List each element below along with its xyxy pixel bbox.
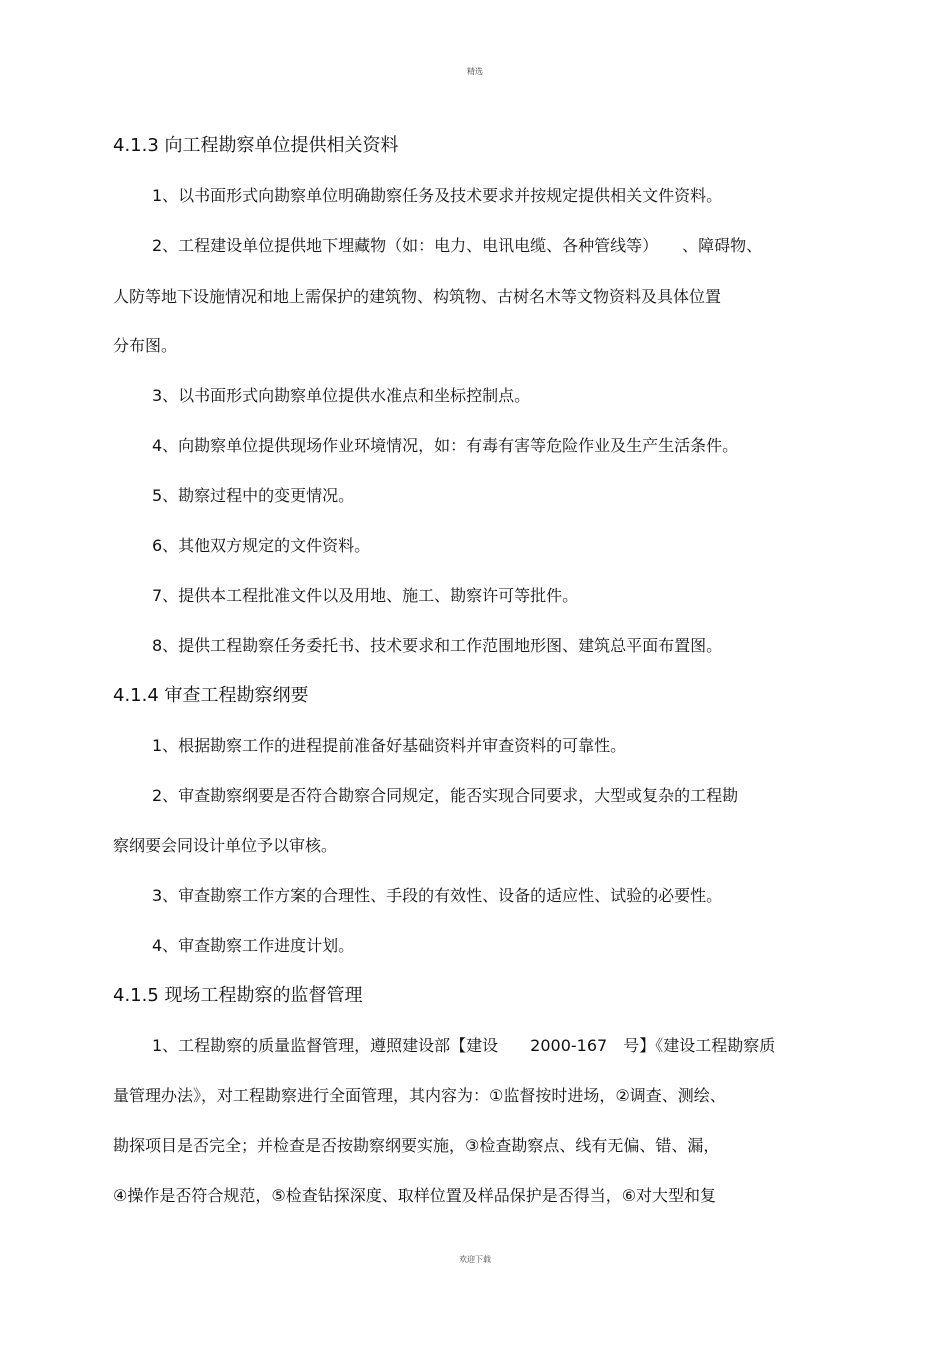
paragraph-line: 勘探项目是否完全；并检查是否按勘察纲要实施，③检查勘察点、线有无偏、错、漏， <box>113 1136 720 1155</box>
page-header-note: 精选 <box>467 67 483 76</box>
paragraph-line: ④操作是否符合规范，⑤检查钻探深度、取样位置及样品保护是否得当，⑥对大型和复 <box>113 1186 717 1205</box>
paragraph-line: 8、提供工程勘察任务委托书、技术要求和工作范围地形图、建筑总平面布置图。 <box>152 636 723 655</box>
paragraph-line: 2、审查勘察纲要是否符合勘察合同规定，能否实现合同要求，大型或复杂的工程勘 <box>152 786 739 805</box>
section-heading-4-1-3: 4.1.3 向工程勘察单位提供相关资料 <box>113 135 399 156</box>
page-footer-note: 欢迎下载 <box>459 1255 491 1264</box>
paragraph-line: 分布图。 <box>113 336 178 355</box>
paragraph-line: 3、以书面形式向勘察单位提供水准点和坐标控制点。 <box>152 386 531 405</box>
paragraph-line: 1、根据勘察工作的进程提前准备好基础资料并审查资料的可靠性。 <box>152 736 627 755</box>
paragraph-line: 3、审查勘察工作方案的合理性、手段的有效性、设备的适应性、试验的必要性。 <box>152 886 723 905</box>
paragraph-line: 1、工程勘察的质量监督管理，遵照建设部【建设 2000-167 号】《建设工程勘察质 <box>152 1036 776 1055</box>
paragraph-line: 6、其他双方规定的文件资料。 <box>152 536 371 555</box>
section-heading-4-1-4: 4.1.4 审查工程勘察纲要 <box>113 685 309 706</box>
paragraph-line: 4、审查勘察工作进度计划。 <box>152 936 355 955</box>
paragraph-line: 2、工程建设单位提供地下埋藏物（如：电力、电讯电缆、各种管线等） 、障碍物、 <box>152 236 763 255</box>
paragraph-line: 察纲要会同设计单位予以审核。 <box>113 836 338 855</box>
section-heading-4-1-5: 4.1.5 现场工程勘察的监督管理 <box>113 985 363 1006</box>
paragraph-line: 人防等地下设施情况和地上需保护的建筑物、构筑物、古树名木等文物资料及具体位置 <box>113 287 722 306</box>
paragraph-line: 量管理办法》，对工程勘察进行全面管理，其内容为：①监督按时进场，②调查、测绘、 <box>113 1086 726 1105</box>
paragraph-line: 1、以书面形式向勘察单位明确勘察任务及技术要求并按规定提供相关文件资料。 <box>152 186 723 205</box>
paragraph-line: 7、提供本工程批准文件以及用地、施工、勘察许可等批件。 <box>152 586 579 605</box>
paragraph-line: 4、向勘察单位提供现场作业环境情况，如：有毒有害等危险作业及生产生活条件。 <box>152 436 739 455</box>
paragraph-line: 5、勘察过程中的变更情况。 <box>152 486 355 505</box>
